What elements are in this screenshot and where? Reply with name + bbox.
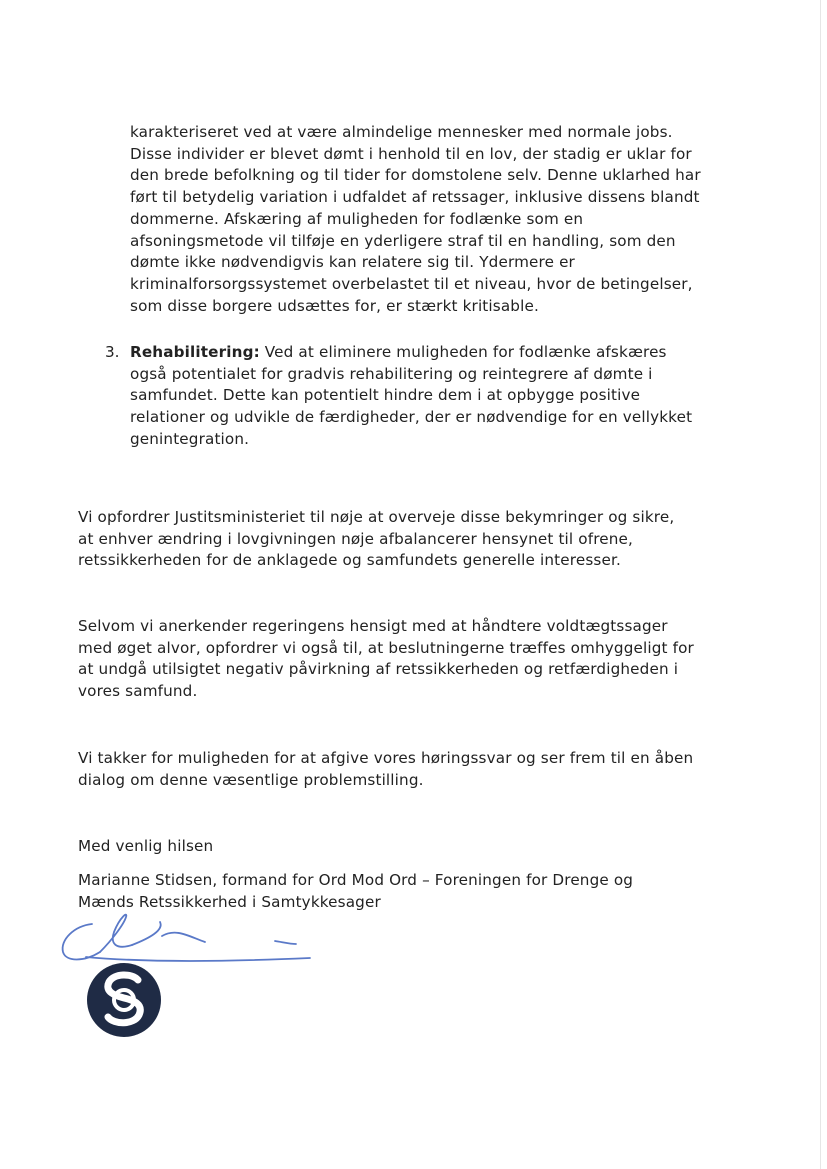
list-item-first-line-text: Ved at eliminere muligheden for fodlænke afskæres	[259, 343, 667, 361]
paragraph-line: genintegration.	[130, 429, 250, 448]
paragraph-line: at undgå utilsigtet negativ påvirkning af retssikkerheden og retfærdigheden i	[78, 660, 679, 679]
signature-stroke	[63, 924, 100, 960]
paragraph-line: samfundet. Dette kan potentielt hindre dem i at opbygge positive	[130, 386, 641, 405]
paragraph-line: retssikkerheden for de anklagede og samfundets generelle interesser.	[78, 551, 621, 570]
paragraph-line: relationer og udvikle de færdigheder, der er nødvendige for en vellykket	[130, 408, 693, 427]
paragraph-line: Disse individer er blevet dømt i henhold til en lov, der stadig er uklar for	[130, 144, 692, 163]
list-item-rehabilitation	[130, 342, 692, 451]
closing-salutation: Med venlig hilsen	[78, 837, 214, 855]
list-item-heading: Rehabilitering:	[130, 343, 260, 361]
paragraph-line: Vi takker for muligheden for at afgive vores høringssvar og ser frem til en åben	[78, 749, 694, 767]
paragraph-line: også potentialet for gradvis rehabilitering og reintegrere af dømte i	[130, 364, 653, 383]
paragraph-acknowledge	[78, 616, 694, 703]
paragraph-line: dialog om denne væsentlige problemstilling.	[78, 770, 424, 789]
paragraph-line: afsoningsmetode vil tilføje en yderligere straf til en handling, som den	[130, 231, 676, 250]
paragraph-line: Vi opfordrer Justitsministeriet til nøje at overveje disse bekymringer og sikre,	[78, 508, 675, 526]
paragraph-line: vores samfund.	[78, 682, 198, 701]
list-item-first-line	[130, 342, 692, 364]
list-item-number: 3.	[105, 343, 120, 361]
signature-stroke	[132, 922, 161, 945]
signature-stroke	[100, 915, 132, 952]
organization-logo	[86, 962, 162, 1038]
paragraph-line: med øget alvor, opfordrer vi også til, at beslutningerne træffes omhyggeligt for	[78, 638, 694, 657]
signature-stroke	[86, 957, 310, 961]
signatory-line: Marianne Stidsen, formand for Ord Mod Ord – Foreningen for Drenge og	[78, 871, 634, 889]
signatory-line: Mænds Retssikkerhed i Samtykkesager	[78, 892, 381, 911]
signature-stroke	[162, 933, 205, 942]
paragraph-line: ført til betydelig variation i udfaldet af retssager, inklusive dissens blandt	[130, 188, 700, 207]
continued-paragraph	[130, 122, 701, 317]
paragraph-line: karakteriseret ved at være almindelige mennesker med normale jobs.	[130, 123, 673, 141]
paragraph-thanks	[78, 748, 693, 791]
signatory	[78, 870, 633, 913]
paragraph-line: den brede befolkning og til tider for domstolene selv. Denne uklarhed har	[130, 166, 701, 185]
paragraph-line: kriminalforsorgssystemet overbelastet til et niveau, hvor de betingelser,	[130, 274, 693, 293]
paragraph-line: at enhver ændring i lovgivningen nøje afbalancerer hensynet til ofrene,	[78, 529, 634, 548]
paragraph-line: Selvom vi anerkender regeringens hensigt med at håndtere voldtægtssager	[78, 617, 668, 635]
page-edge	[820, 0, 821, 1169]
signature-stroke	[275, 941, 296, 944]
paragraph-urge	[78, 507, 674, 572]
paragraph-line: dømte ikke nødvendigvis kan relatere sig til. Ydermere er	[130, 253, 575, 272]
paragraph-line: dommerne. Afskæring af muligheden for fodlænke som en	[130, 209, 584, 228]
paragraph-line: som disse borgere udsættes for, er stærkt kritisable.	[130, 296, 539, 315]
